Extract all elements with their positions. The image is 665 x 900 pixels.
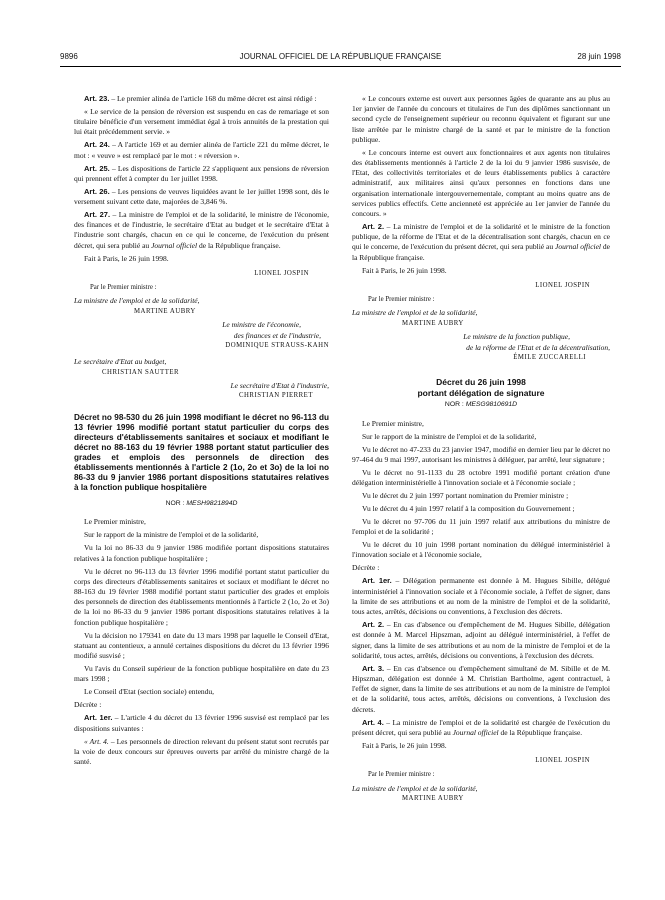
decree-title bbox=[352, 377, 610, 398]
paragraph: Le Conseil d'Etat (section sociale) entendu, bbox=[84, 687, 215, 697]
minister-name: DOMINIQUE STRAUSS-KAHN bbox=[225, 342, 329, 350]
paragraph: Vu la décision no 179341 en date du 13 mars 1998 par laquelle le Conseil d'Etat, statuant au contentieux, a annulé certaines dispositions du décret du 13 février 1996 modifié susvisé ; bbox=[74, 630, 329, 661]
header-date: 28 juin 1998 bbox=[577, 52, 621, 61]
decree-title-line: portant délégation de signature bbox=[417, 387, 545, 398]
paragraph: Vu le décret du 4 juin 1997 relatif à la composition du Gouvernement ; bbox=[362, 504, 575, 514]
signature-date: Fait à Paris, le 26 juin 1998. bbox=[84, 253, 169, 263]
decree-title-line: Décret du 26 juin 1998 bbox=[436, 377, 526, 388]
minister-name: ÉMILE ZUCCARELLI bbox=[513, 354, 586, 362]
paragraph: Vu le décret du 2 juin 1997 portant nomination du Premier ministre ; bbox=[362, 491, 569, 501]
minister-name: MARTINE AUBRY bbox=[402, 794, 464, 802]
signature-by: Par le Premier ministre : bbox=[90, 284, 157, 292]
paragraph: Le Premier ministre, bbox=[362, 418, 424, 428]
decrete-heading: Décrète : bbox=[74, 700, 102, 710]
paragraph: Vu le décret no 96-113 du 13 février 1996 modifié portant statut particulier du corps des directeurs d'établissements sanitaires et sociaux et modifiant le décret no 88-163 du 19 février 1988 modifié portant statut particulier des grades et emplois des personnels de direction des établissements mentionnés à l'article 2 (1o, 2o et 3o) de la loi no 86-33 du 9 janvier 1986 portant dispositions statutaires relatives à la fonction publique hospitalière ; bbox=[74, 566, 329, 627]
paragraph: Vu l'avis du Conseil supérieur de la fonction publique hospitalière en date du 23 mars 1998 ; bbox=[74, 664, 329, 684]
decrete-heading: Décrète : bbox=[352, 563, 380, 573]
article-4: Art. 4. – La ministre de l'emploi et de la solidarité est chargée de l'exécution du présent décret, qui sera publié au Journal officiel de la République française. bbox=[352, 717, 610, 737]
signer-name: LIONEL JOSPIN bbox=[535, 757, 590, 765]
paragraph: Sur le rapport de la ministre de l'emploi et de la solidarité, bbox=[362, 431, 537, 441]
signature-date: Fait à Paris, le 26 juin 1998. bbox=[362, 740, 447, 750]
paragraph: « Le concours externe est ouvert aux personnes âgées de quarante ans au plus au 1er janvier de l'année du concours et titulaires de l'un des diplômes sanctionnant un second cycle de l'enseignement supérieur ou reconnu équivalent et figurant sur une liste arrêtée par le ministre chargé de la santé et par le ministre de la fonction publique. bbox=[352, 94, 610, 144]
paragraph: Vu le décret no 47-233 du 23 janvier 1947, modifié en dernier lieu par le décret no 97-464 du 9 mai 1997, autorisant les ministres à déléguer, par arrêté, leur signature ; bbox=[352, 444, 610, 464]
signer-name: LIONEL JOSPIN bbox=[535, 282, 590, 290]
article-1: Art. 1er. – Délégation permanente est donnée à M. Hugues Sibille, délégué interministériel à l'innovation sociale et à l'économie sociale, à l'effet de signer, dans la limite de ses attributions et au nom de la ministre de l'emploi et de la solidarité, tous actes, arrêtés, décisions ou conventions, à l'exclusion des décrets. bbox=[352, 576, 610, 617]
article-27: Art. 27. – La ministre de l'emploi et de la solidarité, le ministre de l'économie, des finances et de l'industrie, le secrétaire d'Etat au budget et le secrétaire d'Etat à l'industrie sont chargés, chacun en ce qui le concerne, de l'exécution du présent décret, qui sera publié au Journal officiel de la République française. bbox=[74, 210, 329, 250]
decree-title: Décret no 98-530 du 26 juin 1998 modifiant le décret no 96-113 du 13 février 1996 modifié portant statut particulier du corps des directeurs d'établissements sanitaires et sociaux et modifiant le décret no 88-163 du 19 février 1988 portant statut particulier des grades et emplois des personnels de direction des établissements mentionnés à l'article 2 (1o, 2o et 3o) de la loi no 86-33 du 9 janvier 1986 portant dispositions statutaires relatives à la fonction publique hospitalière bbox=[74, 413, 329, 493]
minister-title: Le secrétaire d'Etat au budget, bbox=[74, 357, 167, 367]
minister-name: CHRISTIAN SAUTTER bbox=[102, 368, 180, 376]
article-25: Art. 25. – Les dispositions de l'article 22 s'appliquent aux pensions de réversion qui prennent effet à compter du 1er juillet 1998. bbox=[74, 163, 329, 183]
right-column bbox=[352, 94, 610, 807]
paragraph: Sur le rapport de la ministre de l'emploi et de la solidarité, bbox=[84, 530, 259, 540]
nor-reference: NOR : MESH9821894D bbox=[165, 500, 238, 508]
minister-title: Le secrétaire d'Etat à l'industrie, bbox=[230, 380, 329, 390]
nor-reference: NOR : MESG9810691D bbox=[444, 401, 518, 409]
paragraph: Vu le décret no 91-1133 du 28 octobre 1991 modifié portant création d'une délégation interministérielle à l'innovation sociale et à l'économie sociale ; bbox=[352, 467, 610, 488]
minister-name: MARTINE AUBRY bbox=[402, 319, 464, 327]
minister-title: La ministre de l'emploi et de la solidarité, bbox=[352, 783, 478, 793]
minister-name: MARTINE AUBRY bbox=[134, 307, 196, 315]
signature-by: Par le Premier ministre : bbox=[368, 771, 435, 779]
signature-date: Fait à Paris, le 26 juin 1998. bbox=[362, 265, 447, 275]
paragraph: Vu le décret du 10 juin 1998 portant nomination du délégué interministériel à l'innovation sociale et à l'économie sociale, bbox=[352, 540, 610, 560]
minister-title: La ministre de l'emploi et de la solidarité, bbox=[74, 296, 200, 306]
minister-title: Le ministre de la fonction publique, bbox=[463, 331, 570, 341]
signature-by: Par le Premier ministre : bbox=[368, 296, 435, 304]
article-24: Art. 24. – A l'article 169 et au dernier alinéa de l'article 221 du même décret, le mot : « veuve » est remplacé par le mot : « réversion ». bbox=[74, 140, 329, 160]
paragraph: Vu la loi no 86-33 du 9 janvier 1986 modifiée portant dispositions statutaires relatives à la fonction publique hospitalière ; bbox=[74, 543, 329, 563]
minister-title: Le ministre de l'économie, bbox=[222, 319, 301, 329]
minister-title: La ministre de l'emploi et de la solidarité, bbox=[352, 308, 478, 318]
article-2: Art. 2. – La ministre de l'emploi et de la solidarité et le ministre de la fonction publique, de la réforme de l'Etat et de la décentralisation sont chargés, chacun en ce qui le concerne, de l'exécution du présent décret, qui sera publié au Journal officiel de la République française. bbox=[352, 222, 610, 262]
article-23-quote: « Le service de la pension de réversion est suspendu en cas de remariage et son titulaire bénéficie d'un versement immédiat égal à trois annuités de la prestation qui lui était précédemment servie. » bbox=[74, 107, 329, 137]
journal-title: JOURNAL OFFICIEL DE LA RÉPUBLIQUE FRANÇAISE bbox=[239, 52, 442, 61]
page-number: 9896 bbox=[60, 52, 78, 61]
article-2: Art. 2. – En cas d'absence ou d'empêchement de M. Hugues Sibille, délégation est donnée à M. Marcel Hipszman, adjoint au délégué interministériel, à l'effet de signer, dans la limite de ses attributions et au nom de la ministre de l'emploi et de la solidarité, tous actes, arrêtés, décisions ou conventions, à l'exclusion des décrets. bbox=[352, 620, 610, 660]
paragraph: Le Premier ministre, bbox=[84, 517, 146, 527]
minister-title: des finances et de l'industrie, bbox=[233, 331, 321, 341]
minister-name: CHRISTIAN PIERRET bbox=[238, 392, 313, 400]
article-1-quote: « Art. 4. – Les personnels de direction relevant du présent statut sont recrutés par la voie de deux concours sur épreuves ouverts par arrêté du ministre chargé de la santé. bbox=[74, 736, 329, 766]
paragraph: « Le concours interne est ouvert aux fonctionnaires et aux agents non titulaires des établissements mentionnés à l'article 2 de la loi du 9 janvier 1986 susvisée, de l'Etat, des collectivités territoriales et de leurs établissements publics à caractère administratif, aux militaires ainsi qu'aux personnes en fonctions dans une organisation internationale intergouvernementale, comptant au moins quatre ans de services publics effectifs. Cette ancienneté est appréciée au 1er janvier de l'année du concours. » bbox=[352, 147, 610, 219]
page-header bbox=[60, 52, 621, 64]
article-23: Art. 23. – Le premier alinéa de l'article 168 du même décret est ainsi rédigé : bbox=[84, 94, 317, 103]
article-26: Art. 26. – Les pensions de veuves liquidées avant le 1er juillet 1998 sont, dès le versement suivant cette date, majorées de 3,846 %. bbox=[74, 186, 329, 207]
paragraph: Vu le décret no 97-706 du 11 juin 1997 relatif aux attributions du ministre de l'emploi et de la solidarité ; bbox=[352, 517, 610, 537]
header-rule bbox=[60, 66, 621, 67]
article-3: Art. 3. – En cas d'absence ou d'empêchement simultané de M. Sibille et de M. Hipszman, délégation est donnée à M. Christian Bartholme, agent contractuel, à l'effet de signer, dans la limite de ses attributions et au nom de la ministre de l'emploi et de la solidarité, tous actes, arrêtés, décisions ou conventions, à l'exclusion des décrets. bbox=[352, 663, 610, 714]
left-column bbox=[74, 94, 329, 770]
article-1: Art. 1er. – L'article 4 du décret du 13 février 1996 susvisé est remplacé par les dispositions suivantes : bbox=[74, 713, 330, 733]
signer-name: LIONEL JOSPIN bbox=[254, 270, 309, 278]
minister-title: de la réforme de l'Etat et de la décentralisation, bbox=[466, 343, 610, 353]
